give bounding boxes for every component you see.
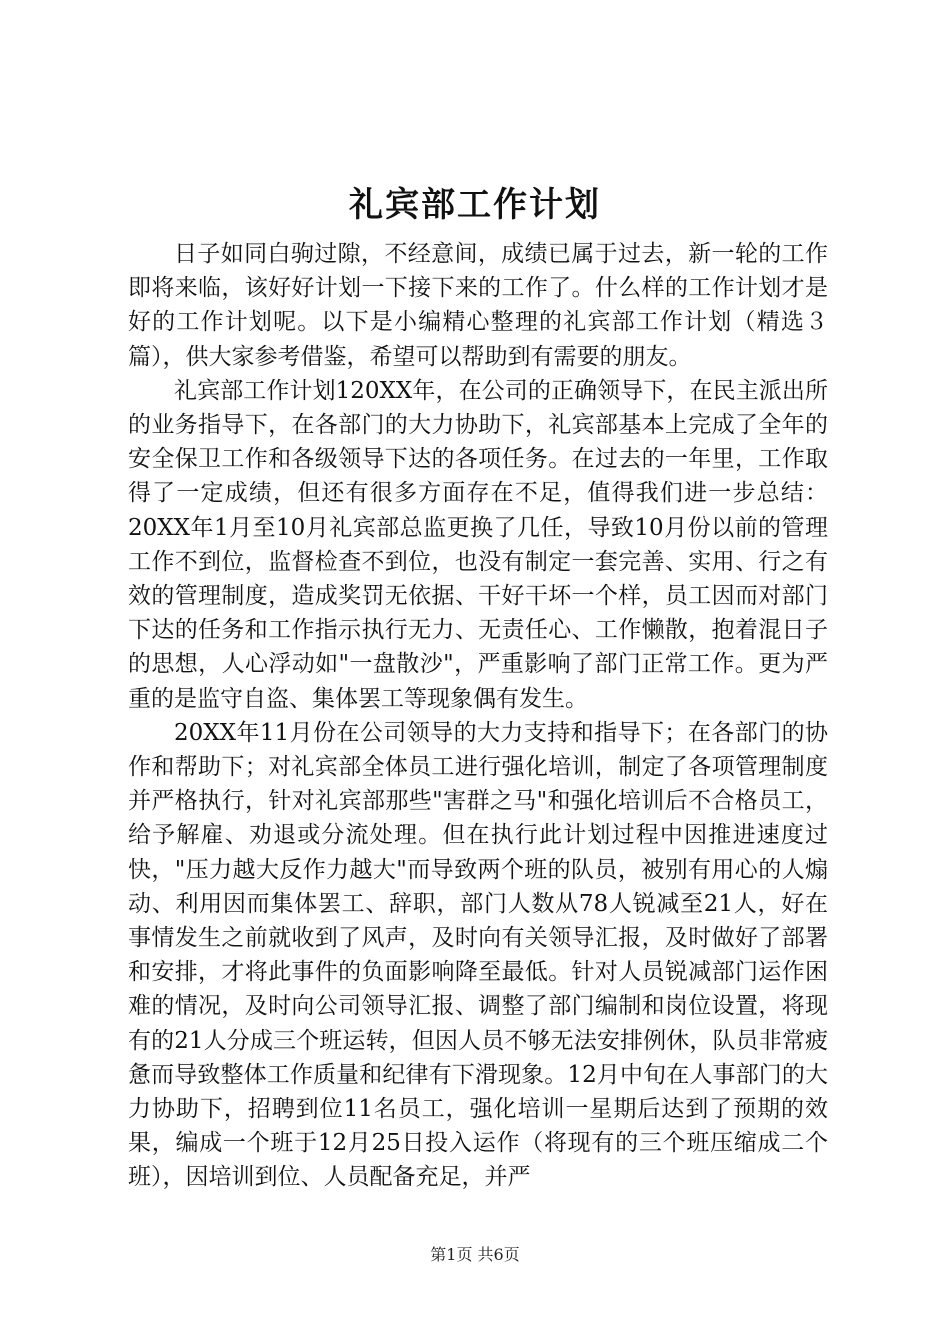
- paragraph-intro: 日子如同白驹过隙，不经意间，成绩已属于过去，新一轮的工作即将来临，该好好计划一下接下来的工作了。什么样的工作计划才是好的工作计划呢。以下是小编精心整理的礼宾部工作计划（精选３篇），供大家参考借鉴，希望可以帮助到有需要的朋友。: [128, 241, 828, 370]
- paragraph-november: 20XX年11月份在公司领导的大力支持和指导下；在各部门的协作和帮助下；对礼宾部全体员工进行强化培训，制定了各项管理制度并严格执行，针对礼宾部那些"害群之马"和强化培训后不合格员工，给予解雇、劝退或分流处理。但在执行此计划过程中因推进速度过快，"压力越大反作力越大"而导致两个班的队员，被别有用心的人煽动、利用因而集体罢工、辞职，部门人数从78人锐减至21人，好在事情发生之前就收到了风声，及时向有关领导汇报，及时做好了部署和安排，才将此事件的负面影响降至最低。针对人员锐减部门运作困难的情况，及时向公司领导汇报、调整了部门编制和岗位设置，将现有的21人分成三个班运转，但因人员不够无法安排例休，队员非常疲惫而导致整体工作质量和纪律有下滑现象。12月中旬在人事部门的大力协助下，招聘到位11名员工，强化培训一星期后达到了预期的效果，编成一个班于12月25日投入运作（将现有的三个班压缩成二个班），因培训到位、人员配备充足，并严: [128, 719, 828, 1191]
- page-footer: 第1页 共6页: [430, 1245, 520, 1264]
- document-title: 礼宾部工作计划: [349, 185, 601, 225]
- paragraph-plan-one: 礼宾部工作计划120XX年，在公司的正确领导下，在民主派出所的业务指导下，在各部门的大力协助下，礼宾部基本上完成了全年的安全保卫工作和各级领导下达的各项任务。在过去的一年里，工作取得了一定成绩，但还有很多方面存在不足，值得我们进一步总结：20XX年1月至10月礼宾部总监更换了几任，导致10月份以前的管理工作不到位，监督检查不到位，也没有制定一套完善、实用、行之有效的管理制度，造成奖罚无依据、干好干坏一个样，员工因而对部门下达的任务和工作指示执行无力、无责任心、工作懒散，抱着混日子的思想，人心浮动如"一盘散沙"，严重影响了部门正常工作。更为严重的是监守自盗、集体罢工等现象偶有发生。: [128, 377, 828, 712]
- document-body: [128, 237, 828, 1195]
